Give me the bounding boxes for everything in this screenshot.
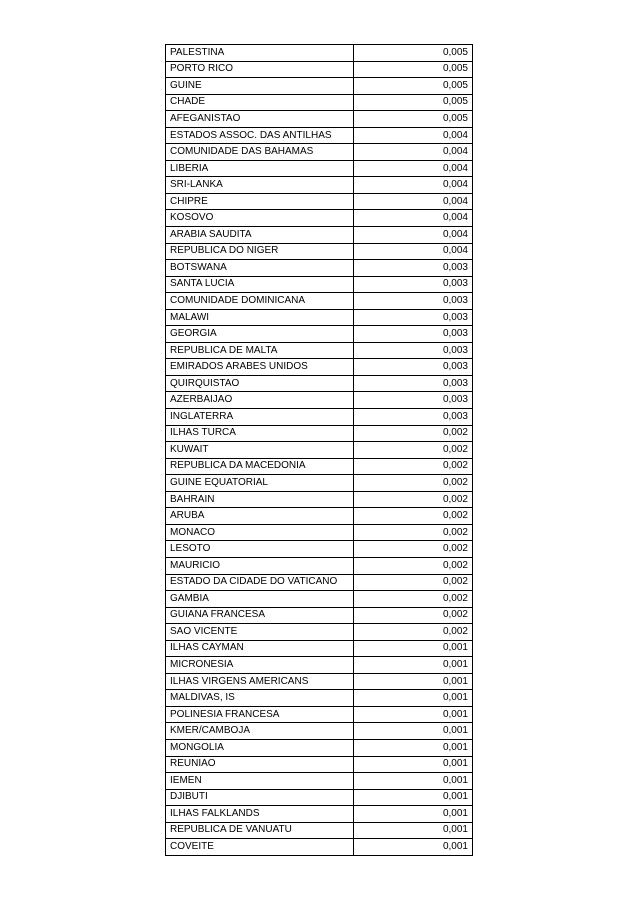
table-row: [166, 591, 473, 608]
value-cell: 0,002: [354, 591, 473, 608]
value-cell: 0,004: [354, 160, 473, 177]
country-name-cell: ESTADOS ASSOC. DAS ANTILHAS: [166, 127, 354, 144]
country-name-cell: ILHAS CAYMAN: [166, 640, 354, 657]
table-row: [166, 657, 473, 674]
country-name-cell: ARUBA: [166, 508, 354, 525]
value-cell: 0,001: [354, 690, 473, 707]
country-name-cell: EMIRADOS ARABES UNIDOS: [166, 359, 354, 376]
table-row: [166, 557, 473, 574]
value-cell: 0,001: [354, 657, 473, 674]
country-name-cell: ILHAS FALKLANDS: [166, 806, 354, 823]
value-cell: 0,004: [354, 210, 473, 227]
country-name-cell: MONGOLIA: [166, 739, 354, 756]
value-cell: 0,002: [354, 607, 473, 624]
value-cell: 0,003: [354, 309, 473, 326]
value-cell: 0,003: [354, 375, 473, 392]
country-name-cell: ARABIA SAUDITA: [166, 227, 354, 244]
table-row: [166, 607, 473, 624]
country-name-cell: COMUNIDADE DOMINICANA: [166, 293, 354, 310]
table-row: [166, 524, 473, 541]
country-value-table: [165, 44, 473, 856]
value-cell: 0,001: [354, 739, 473, 756]
value-cell: 0,003: [354, 409, 473, 426]
table-row: [166, 425, 473, 442]
value-cell: 0,001: [354, 756, 473, 773]
country-name-cell: MONACO: [166, 524, 354, 541]
country-name-cell: GUIANA FRANCESA: [166, 607, 354, 624]
value-cell: 0,003: [354, 293, 473, 310]
value-cell: 0,003: [354, 342, 473, 359]
table-row: [166, 673, 473, 690]
value-cell: 0,004: [354, 243, 473, 260]
table-row: [166, 806, 473, 823]
value-cell: 0,001: [354, 822, 473, 839]
value-cell: 0,001: [354, 839, 473, 856]
value-cell: 0,004: [354, 177, 473, 194]
table-row: [166, 45, 473, 62]
table-row: [166, 177, 473, 194]
table-row: [166, 78, 473, 95]
value-cell: 0,005: [354, 45, 473, 62]
country-name-cell: MAURICIO: [166, 557, 354, 574]
value-cell: 0,004: [354, 227, 473, 244]
table-row: [166, 508, 473, 525]
country-name-cell: CHADE: [166, 94, 354, 111]
country-name-cell: MALAWI: [166, 309, 354, 326]
country-name-cell: QUIRQUISTAO: [166, 375, 354, 392]
value-cell: 0,004: [354, 193, 473, 210]
table-row: [166, 822, 473, 839]
country-name-cell: GAMBIA: [166, 591, 354, 608]
table-row: [166, 739, 473, 756]
table-row: [166, 442, 473, 459]
table-row: [166, 541, 473, 558]
country-name-cell: REUNIAO: [166, 756, 354, 773]
country-name-cell: KOSOVO: [166, 210, 354, 227]
country-name-cell: REPUBLICA DO NIGER: [166, 243, 354, 260]
value-cell: 0,002: [354, 524, 473, 541]
value-cell: 0,003: [354, 326, 473, 343]
country-name-cell: LESOTO: [166, 541, 354, 558]
value-cell: 0,002: [354, 425, 473, 442]
value-cell: 0,001: [354, 640, 473, 657]
country-name-cell: COVEITE: [166, 839, 354, 856]
value-cell: 0,002: [354, 508, 473, 525]
value-cell: 0,002: [354, 624, 473, 641]
country-name-cell: AZERBAIJAO: [166, 392, 354, 409]
value-cell: 0,002: [354, 491, 473, 508]
country-name-cell: MALDIVAS, IS: [166, 690, 354, 707]
country-name-cell: SANTA LUCIA: [166, 276, 354, 293]
value-cell: 0,001: [354, 673, 473, 690]
country-name-cell: AFEGANISTAO: [166, 111, 354, 128]
country-name-cell: DJIBUTI: [166, 789, 354, 806]
country-name-cell: BOTSWANA: [166, 260, 354, 277]
country-name-cell: PALESTINA: [166, 45, 354, 62]
table-row: [166, 210, 473, 227]
table-row: [166, 243, 473, 260]
table-row: [166, 342, 473, 359]
table-row: [166, 293, 473, 310]
value-cell: 0,002: [354, 442, 473, 459]
country-name-cell: REPUBLICA DE MALTA: [166, 342, 354, 359]
table-row: [166, 723, 473, 740]
table-row: [166, 839, 473, 856]
country-name-cell: INGLATERRA: [166, 409, 354, 426]
value-cell: 0,002: [354, 557, 473, 574]
value-cell: 0,002: [354, 475, 473, 492]
value-cell: 0,001: [354, 789, 473, 806]
value-cell: 0,003: [354, 260, 473, 277]
country-name-cell: MICRONESIA: [166, 657, 354, 674]
table-row: [166, 491, 473, 508]
table-row: [166, 309, 473, 326]
value-cell: 0,005: [354, 111, 473, 128]
table-row: [166, 160, 473, 177]
table-row: [166, 706, 473, 723]
table-row: [166, 227, 473, 244]
table-row: [166, 392, 473, 409]
table-row: [166, 409, 473, 426]
table-row: [166, 94, 473, 111]
table-row: [166, 624, 473, 641]
value-cell: 0,005: [354, 94, 473, 111]
country-name-cell: POLINESIA FRANCESA: [166, 706, 354, 723]
table-row: [166, 127, 473, 144]
table-row: [166, 773, 473, 790]
country-name-cell: PORTO RICO: [166, 61, 354, 78]
country-name-cell: GUINE EQUATORIAL: [166, 475, 354, 492]
value-cell: 0,001: [354, 706, 473, 723]
country-name-cell: ILHAS VIRGENS AMERICANS: [166, 673, 354, 690]
table-row: [166, 111, 473, 128]
country-name-cell: COMUNIDADE DAS BAHAMAS: [166, 144, 354, 161]
country-name-cell: ESTADO DA CIDADE DO VATICANO: [166, 574, 354, 591]
table-row: [166, 690, 473, 707]
table-row: [166, 260, 473, 277]
value-cell: 0,002: [354, 574, 473, 591]
table-body: [166, 45, 473, 856]
table-row: [166, 640, 473, 657]
country-name-cell: KMER/CAMBOJA: [166, 723, 354, 740]
table-row: [166, 276, 473, 293]
value-cell: 0,005: [354, 61, 473, 78]
value-cell: 0,003: [354, 359, 473, 376]
country-name-cell: BAHRAIN: [166, 491, 354, 508]
country-name-cell: KUWAIT: [166, 442, 354, 459]
table-row: [166, 756, 473, 773]
value-cell: 0,002: [354, 458, 473, 475]
value-cell: 0,001: [354, 806, 473, 823]
country-name-cell: IEMEN: [166, 773, 354, 790]
country-name-cell: REPUBLICA DE VANUATU: [166, 822, 354, 839]
table-row: [166, 326, 473, 343]
country-name-cell: REPUBLICA DA MACEDONIA: [166, 458, 354, 475]
table-row: [166, 144, 473, 161]
value-cell: 0,001: [354, 723, 473, 740]
country-name-cell: ILHAS TURCA: [166, 425, 354, 442]
country-name-cell: SAO VICENTE: [166, 624, 354, 641]
country-name-cell: GEORGIA: [166, 326, 354, 343]
country-name-cell: GUINE: [166, 78, 354, 95]
country-name-cell: CHIPRE: [166, 193, 354, 210]
table-row: [166, 574, 473, 591]
country-name-cell: SRI-LANKA: [166, 177, 354, 194]
table-row: [166, 475, 473, 492]
table-row: [166, 193, 473, 210]
value-cell: 0,004: [354, 144, 473, 161]
value-cell: 0,002: [354, 541, 473, 558]
value-cell: 0,005: [354, 78, 473, 95]
value-cell: 0,001: [354, 773, 473, 790]
table-row: [166, 458, 473, 475]
value-cell: 0,003: [354, 392, 473, 409]
table-row: [166, 359, 473, 376]
country-name-cell: LIBERIA: [166, 160, 354, 177]
value-cell: 0,004: [354, 127, 473, 144]
value-cell: 0,003: [354, 276, 473, 293]
table-row: [166, 375, 473, 392]
table-row: [166, 61, 473, 78]
table-row: [166, 789, 473, 806]
